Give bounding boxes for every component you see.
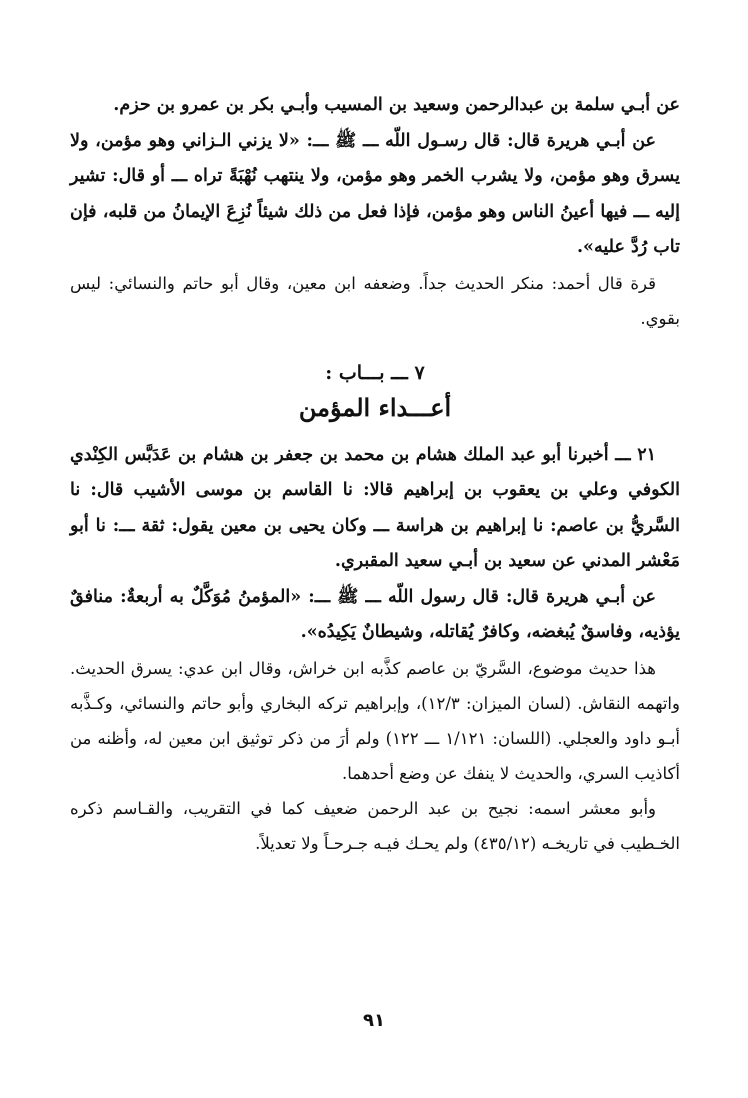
- footnote-1: قرة قال أحمد: منكر الحديث جداً. وضعفه ابن معين، وقال أبو حاتم والنسائي: ليس بقوي.: [70, 273, 680, 328]
- document-page: [70, 88, 680, 861]
- hadith-text-1: عن أبـي هريرة قال: قال رسـول اللّه ـــ ﷺ ـــ: «لا يزني الـزاني وهو مؤمن، ولا يسرق وهو مؤمن، ولا يشرب الخمر وهو مؤمن، ولا ينتهب نُهْبَةً تراه ـــ أو قال: تشير إليه ـــ فيها أعينُ الناس وهو مؤمن، فإذا فعل من ذلك شيئاً نُزِعَ الإيمانُ من قلبه، فإن تاب رُدَّ عليه».: [70, 130, 680, 257]
- chapter-number: ٧ ـــ بـــاب :: [325, 361, 425, 384]
- page-number: ٩١: [363, 1010, 385, 1031]
- hadith-text-21: عن أبـي هريرة قال: قال رسول اللّه ـــ ﷺ ـــ: «المؤمنُ مُوَكَّلٌ به أربعةٌ: منافقٌ يؤذيه، وفاسقٌ يُبغضه، وكافرٌ يُقاتله، وشيطانٌ يَكِيدُه».: [70, 586, 680, 642]
- footnote-21-b: وأبو معشر اسمه: نجيح بن عبد الرحمن ضعيف كما في التقريب، والقـاسم ذكره الخـطيب في تاريخـه (٤٣٥/١٢) ولم يحـك فيـه جـرحـاً ولا تعديلاً.: [70, 798, 680, 853]
- footnote-21-a: هذا حديث موضوع، السَّريّ بن عاصم كذَّبه ابن خراش، وقال ابن عدي: يسرق الحديث. واتهمه النقاش. (لسان الميزان: ١٢/٣)، وإبراهيم تركه البخاري وأبو حاتم والنسائي، وكـذَّبه أبـو داود والعجلي. (اللسان: ١/١٢١ ـــ ١٢٢) ولم أرَ من ذكر توثيق ابن معين له، وأظنه من أكاذيب السري، والحديث لا ينفك عن وضع أحدهما.: [70, 658, 680, 783]
- chapter-title: أعـــداء المؤمن: [298, 392, 452, 422]
- chapter-heading: [70, 358, 680, 428]
- isnad-21: ٢١ ـــ أخبرنا أبو عبد الملك هشام بن محمد بن جعفر بن هشام بن عَدَبَّس الكِنْدي الكوفي وعلي بن يعقوب بن إبراهيم قالا: نا القاسم بن موسى الأشيب قال: نا السَّريُّ بن عاصم: نا إبراهيم بن هراسة ـــ وكان يحيى بن معين يقول: ثقة ـــ: نا أبو مَعْشر المدني عن سعيد بن أبـي سعيد المقبري.: [70, 444, 680, 571]
- isnad-continuation: عن أبـي سلمة بن عبدالرحمن وسعيد بن المسيب وأبـي بكر بن عمرو بن حزم.: [113, 95, 680, 115]
